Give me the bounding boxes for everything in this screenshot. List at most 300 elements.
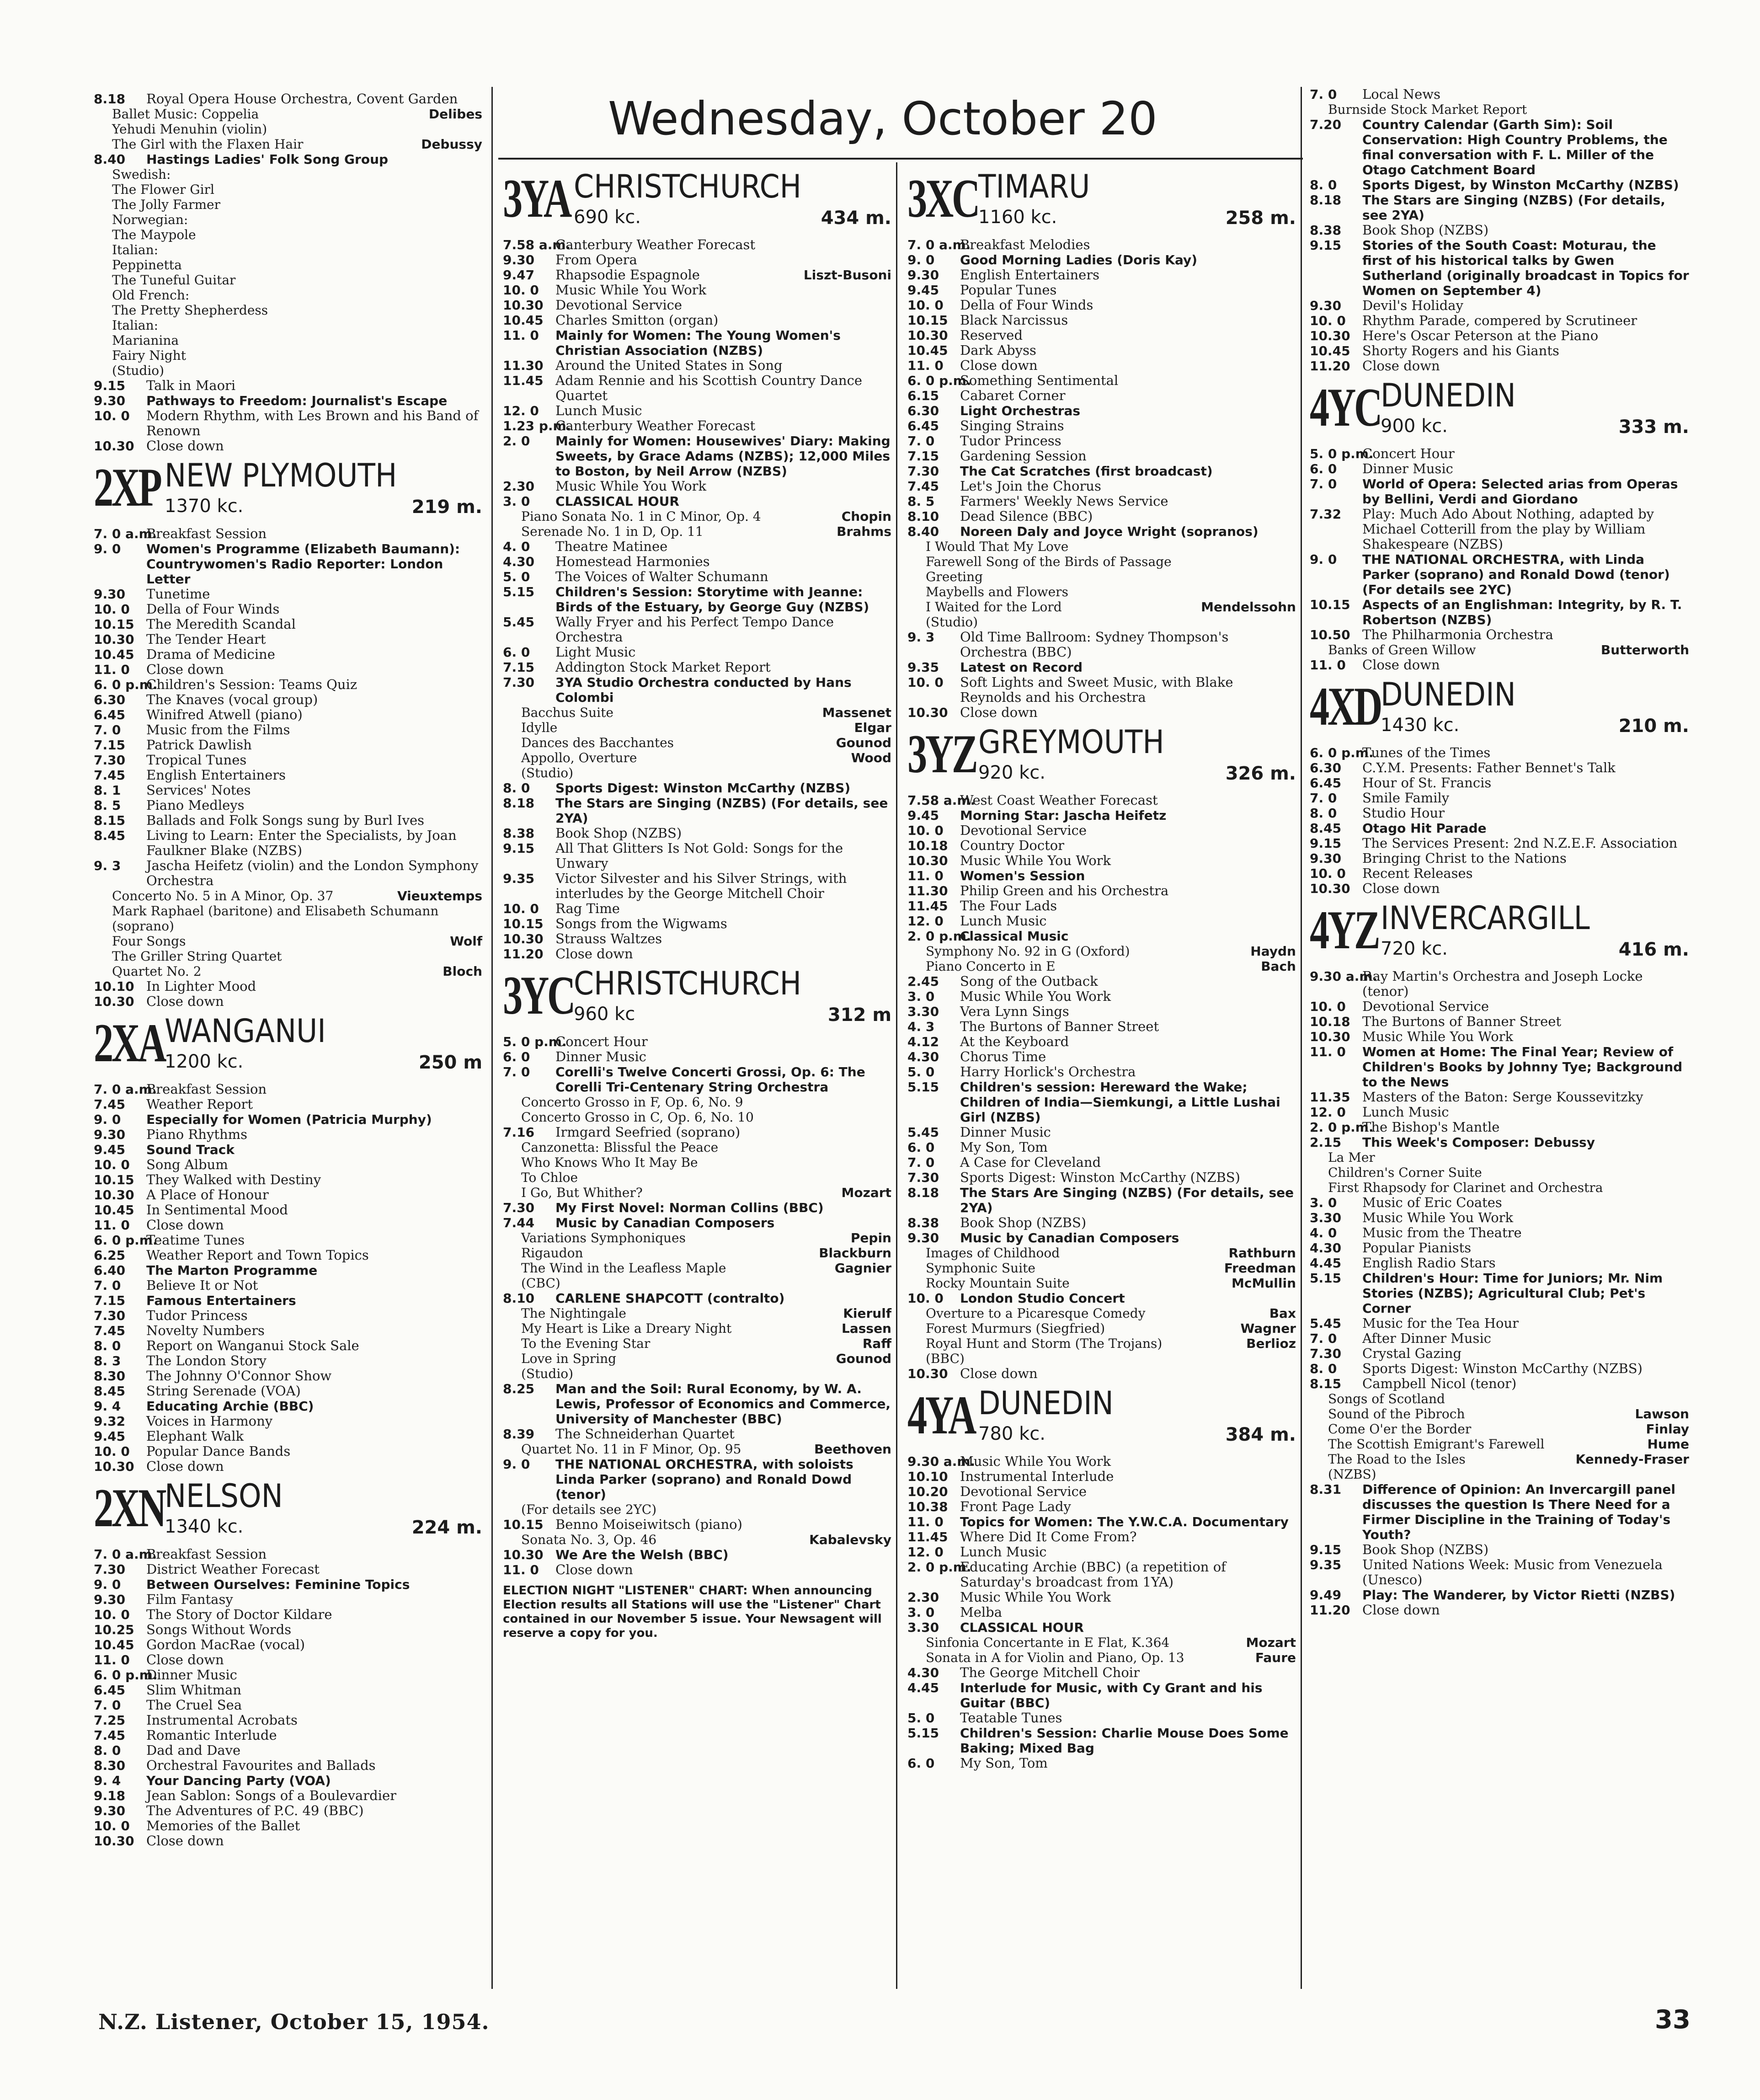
- programme-detail-text: The Tuneful Guitar: [112, 273, 236, 288]
- programme-composer: Gounod: [836, 735, 891, 750]
- programme-title: Film Fantasy: [146, 1592, 233, 1607]
- station-header: [503, 965, 891, 1030]
- programme-title: Close down: [555, 946, 633, 962]
- programme-title: The Story of Doctor Kildare: [146, 1607, 332, 1622]
- programme-title: Cabaret Corner: [960, 388, 1066, 403]
- programme-title: Popular Tunes: [960, 282, 1057, 298]
- programme-time: 3. 0: [907, 1605, 935, 1620]
- programme-item: [1310, 238, 1689, 298]
- programme-time: 8.15: [1310, 1376, 1342, 1391]
- programme-title: Mainly for Women: The Young Women's Christian Association (NZBS): [555, 328, 841, 358]
- programme-detail-text: Appollo, Overture: [521, 750, 637, 765]
- programme-time: 6. 0: [907, 1140, 935, 1155]
- programme-time: 8.25: [503, 1381, 535, 1396]
- programme-title: Aspects of an Englishman: Integrity, by R. T. Robertson (NZBS): [1362, 597, 1682, 627]
- programme-detail: [94, 167, 482, 182]
- programme-detail: [907, 1261, 1296, 1276]
- programme-title: Close down: [146, 662, 224, 677]
- programme-item: [1310, 760, 1689, 775]
- programme-composer: Massenet: [822, 705, 891, 720]
- programme-title: United Nations Week: Music from Venezuela (Unesco): [1362, 1557, 1663, 1587]
- programme-time: 4. 0: [1310, 1225, 1337, 1240]
- programme-title: The Knaves (vocal group): [146, 692, 318, 707]
- programme-time: 5. 0: [907, 1064, 935, 1079]
- programme-item: [907, 1469, 1296, 1484]
- programme-title: The Stars Are Singing (NZBS) (For details, see 2YA): [960, 1185, 1294, 1215]
- programme-item: [907, 494, 1296, 509]
- programme-time: 8. 0: [1310, 806, 1337, 821]
- programme-time: 11. 0: [1310, 1044, 1346, 1059]
- programme-item: [1310, 358, 1689, 374]
- programme-detail-text: To Chloe: [521, 1170, 578, 1185]
- programme-item: [1310, 866, 1689, 881]
- programme-title: Masters of the Baton: Serge Koussevitzky: [1362, 1089, 1643, 1105]
- programme-composer: Elgar: [854, 720, 891, 735]
- programme-item: [1310, 1316, 1689, 1331]
- programme-time: 5.15: [907, 1726, 939, 1741]
- programme-detail: [907, 539, 1296, 554]
- programme-time: 6.45: [1310, 775, 1342, 791]
- programme-title: Homestead Harmonies: [555, 554, 710, 569]
- programme-title: Close down: [1362, 358, 1440, 374]
- programme-item: [907, 914, 1296, 929]
- programme-title: Recent Releases: [1362, 866, 1473, 881]
- programme-item: [907, 328, 1296, 343]
- programme-time: 7.15: [94, 737, 126, 753]
- programme-title: Corelli's Twelve Concerti Grossi, Op. 6: The Corelli Tri-Centenary String Orchestra: [555, 1064, 865, 1095]
- programme-item: [1310, 1120, 1689, 1135]
- programme-time: 9.30: [907, 267, 939, 283]
- programme-composer: Hume: [1647, 1437, 1689, 1452]
- programme-detail-text: Dances des Bacchantes: [521, 735, 674, 750]
- programme-title: Concert Hour: [555, 1034, 648, 1049]
- programme-title: Music by Canadian Composers: [555, 1215, 775, 1230]
- programme-detail: [94, 363, 482, 378]
- programme-title: Dinner Music: [1362, 461, 1453, 476]
- programme-item: [94, 1667, 482, 1683]
- programme-item: [907, 1710, 1296, 1726]
- programme-title: 3YA Studio Orchestra conducted by Hans Colombi: [555, 675, 852, 705]
- programme-item: [94, 798, 482, 813]
- programme-detail-text: Variations Symphoniques: [521, 1230, 686, 1245]
- programme-title: Close down: [1362, 881, 1440, 896]
- programme-time: 10.30: [907, 328, 948, 343]
- programme-time: 5. 0 p.m.: [1310, 446, 1374, 461]
- programme-time: 11.45: [907, 1529, 948, 1544]
- programme-detail: [503, 1321, 891, 1336]
- programme-item: [94, 1622, 482, 1637]
- station-call-sign: 3YC: [503, 965, 574, 1026]
- programme-time: 7.30: [1310, 1346, 1342, 1361]
- programme-title: Famous Entertainers: [146, 1293, 296, 1308]
- programme-item: [94, 1082, 482, 1097]
- programme-title: Close down: [1362, 657, 1440, 673]
- programme-composer: Kabalevsky: [809, 1532, 891, 1547]
- programme-detail: [1310, 1165, 1689, 1180]
- programme-title: Music by Canadian Composers: [960, 1230, 1179, 1245]
- programme-item: [94, 1263, 482, 1278]
- programme-detail: [907, 1650, 1296, 1665]
- programme-detail: [907, 599, 1296, 615]
- programme-item: [1310, 1044, 1689, 1090]
- programme-time: 10. 0: [1310, 866, 1346, 881]
- programme-item: [94, 1459, 482, 1474]
- programme-item: [907, 1230, 1296, 1245]
- programme-time: 10.30: [503, 931, 544, 946]
- programme-item: [94, 438, 482, 454]
- programme-time: 7.30: [907, 464, 939, 479]
- programme-item: [94, 1112, 482, 1127]
- programme-detail-text: Rigaudon: [521, 1245, 583, 1261]
- programme-title: Music While You Work: [1362, 1210, 1514, 1225]
- programme-time: 6.30: [94, 692, 126, 707]
- programme-detail-text: The Wind in the Leafless Maple: [521, 1261, 726, 1276]
- programme-item: [1310, 1014, 1689, 1029]
- programme-title: The Adventures of P.C. 49 (BBC): [146, 1803, 364, 1818]
- programme-time: 2.15: [1310, 1135, 1342, 1150]
- programme-title: The Stars are Singing (NZBS) (For details, see 2YA): [1362, 192, 1665, 223]
- programme-time: 4.30: [907, 1049, 939, 1064]
- programme-detail-text: The Griller String Quartet: [112, 949, 282, 964]
- station-city: INVERCARGILL: [1381, 899, 1590, 937]
- programme-title: In Sentimental Mood: [146, 1202, 288, 1218]
- programme-title: My First Novel: Norman Collins (BBC): [555, 1200, 824, 1215]
- programme-item: [94, 1414, 482, 1429]
- programme-title: Children's Session: Storytime with Jeanne: Birds of the Estuary, by George Guy (NZBS): [555, 584, 869, 615]
- programme-time: 7.45: [94, 1323, 126, 1338]
- programme-time: 5. 0: [907, 1710, 935, 1726]
- programme-detail: [907, 569, 1296, 584]
- programme-time: 7. 0: [1310, 87, 1337, 102]
- programme-item: [1310, 1090, 1689, 1105]
- station-city: DUNEDIN: [1381, 676, 1516, 713]
- programme-detail-text: The Pretty Shepherdess: [112, 303, 268, 318]
- programme-title: Winifred Atwell (piano): [146, 707, 303, 722]
- programme-item: [503, 780, 891, 796]
- programme-composer: Blackburn: [819, 1245, 891, 1261]
- programme-detail: [503, 1230, 891, 1245]
- programme-composer: Gagnier: [834, 1261, 891, 1276]
- programme-detail-text: Sonata in A for Violin and Piano, Op. 13: [926, 1650, 1184, 1665]
- programme-composer: Brahms: [837, 524, 891, 539]
- programme-time: 2.30: [503, 479, 535, 494]
- programme-item: [94, 1743, 482, 1758]
- programme-composer: Wood: [851, 750, 891, 765]
- programme-title: The Bishop's Mantle: [1362, 1119, 1500, 1135]
- station-call-sign: 2XP: [94, 457, 160, 518]
- programme-title: Tudor Princess: [960, 433, 1061, 449]
- programme-title: Popular Pianists: [1362, 1240, 1472, 1256]
- programme-item: [1310, 657, 1689, 673]
- programme-item: [907, 929, 1296, 944]
- programme-time: 6. 0 p.m.: [94, 1667, 158, 1683]
- programme-title: Concert Hour: [1362, 446, 1455, 461]
- programme-time: 8. 0: [94, 1743, 121, 1758]
- programme-time: 7.30: [94, 1308, 126, 1323]
- programme-time: 10.30: [1310, 328, 1350, 343]
- programme-time: 3.30: [907, 1620, 939, 1635]
- programme-time: 9. 0: [907, 252, 935, 267]
- programme-detail-text: (NZBS): [1328, 1467, 1376, 1482]
- programme-time: 6.15: [907, 388, 939, 403]
- programme-time: 8.30: [94, 1368, 126, 1384]
- programme-item: [907, 974, 1296, 989]
- programme-detail-text: Forest Murmurs (Siegfried): [926, 1321, 1105, 1336]
- programme-title: Music While You Work: [555, 478, 707, 494]
- programme-detail-text: Quartet No. 11 in F Minor, Op. 95: [521, 1442, 741, 1457]
- programme-time: 11.30: [907, 883, 948, 898]
- programme-item: [503, 373, 891, 403]
- programme-composer: Pepin: [850, 1230, 891, 1245]
- programme-title: Breakfast Melodies: [960, 237, 1090, 252]
- programme-detail-text: Children's Corner Suite: [1328, 1165, 1482, 1180]
- station-city: CHRISTCHURCH: [574, 965, 801, 1002]
- programme-title: Melba: [960, 1604, 1002, 1620]
- programme-detail: [907, 944, 1296, 959]
- programme-item: [503, 569, 891, 584]
- programme-title: English Radio Stars: [1362, 1255, 1496, 1271]
- programme-detail: [1310, 642, 1689, 657]
- programme-time: 5.15: [907, 1079, 939, 1095]
- station-city: NEW PLYMOUTH: [165, 457, 397, 494]
- programme-time: 3.30: [907, 1004, 939, 1019]
- programme-item: [1310, 597, 1689, 627]
- programme-title: Educating Archie (BBC): [146, 1399, 314, 1414]
- programme-detail-text: The Flower Girl: [112, 182, 214, 197]
- programme-time: 6. 0: [1310, 461, 1337, 476]
- programme-title: THE NATIONAL ORCHESTRA, with soloists Linda Parker (soprano) and Ronald Dowd (tenor): [555, 1457, 853, 1502]
- programme-item: [1310, 1482, 1689, 1542]
- programme-item: [907, 403, 1296, 418]
- programme-time: 10.30: [94, 1833, 134, 1849]
- programme-detail-text: (Studio): [112, 363, 165, 378]
- programme-detail-text: Burnside Stock Market Report: [1328, 102, 1527, 117]
- programme-detail: [94, 182, 482, 197]
- programme-time: 10. 0: [907, 675, 944, 690]
- station-frequency: 1200 kc.: [165, 1051, 244, 1072]
- programme-composer: Gounod: [836, 1351, 891, 1366]
- programme-detail-text: (Studio): [521, 1366, 574, 1381]
- column-rule-3: [1301, 87, 1302, 1989]
- programme-detail: [907, 1321, 1296, 1336]
- programme-title: CLASSICAL HOUR: [555, 494, 679, 509]
- programme-detail-text: Italian:: [112, 242, 159, 257]
- programme-detail-text: Idylle: [521, 720, 558, 735]
- programme-time: 2. 0 p.m.: [907, 929, 971, 944]
- programme-title: Mainly for Women: Housewives' Diary: Making Sweets, by Grace Adams (NZBS); 12,000 Miles to Boston, by Neil Arrow (NZBS): [555, 433, 891, 479]
- programme-time: 8. 3: [94, 1353, 121, 1368]
- programme-item: [503, 796, 891, 826]
- programme-detail-text: Peppinetta: [112, 257, 182, 273]
- programme-item: [907, 1170, 1296, 1185]
- programme-time: 11.20: [1310, 358, 1350, 374]
- programme-composer: Raff: [862, 1336, 891, 1351]
- programme-time: 10.30: [503, 1547, 544, 1562]
- programme-time: 8. 5: [907, 494, 935, 509]
- programme-title: The Schneiderhan Quartet: [555, 1426, 735, 1442]
- programme-item: [94, 587, 482, 602]
- programme-title: The Meredith Scandal: [146, 616, 296, 632]
- programme-item: [1310, 446, 1689, 461]
- programme-time: 9.45: [94, 1429, 126, 1444]
- programme-composer: Butterworth: [1600, 642, 1689, 657]
- programme-detail-text: Who Knows Who It May Be: [521, 1155, 698, 1170]
- programme-title: My Son, Tom: [960, 1755, 1048, 1771]
- programme-item: [94, 1773, 482, 1788]
- programme-detail-text: Canzonetta: Blissful the Peace: [521, 1140, 719, 1155]
- programme-detail: [503, 524, 891, 539]
- programme-item: [1310, 791, 1689, 806]
- programme-item: [1310, 881, 1689, 896]
- station-wavelength: 416 m.: [1618, 939, 1689, 960]
- station-frequency: 1160 kc.: [978, 207, 1057, 228]
- programme-title: Sound Track: [146, 1142, 235, 1157]
- programme-time: 4.30: [907, 1665, 939, 1680]
- programme-item: [1310, 87, 1689, 102]
- programme-detail-text: (Studio): [521, 765, 574, 780]
- programme-title: Women's Programme (Elizabeth Baumann): Countrywomen's Radio Reporter: London Letter: [146, 541, 460, 587]
- programme-composer: Wagner: [1240, 1321, 1296, 1336]
- programme-time: 10. 0: [94, 1444, 130, 1459]
- programme-time: 8.45: [94, 828, 126, 843]
- programme-item: [907, 1665, 1296, 1680]
- programme-item: [1310, 1603, 1689, 1618]
- programme-time: 3. 0: [907, 989, 935, 1004]
- programme-title: Modern Rhythm, with Les Brown and his Band of Renown: [146, 408, 479, 438]
- programme-title: The Voices of Walter Schumann: [555, 569, 768, 584]
- programme-time: 7. 0 a.m.: [907, 237, 971, 252]
- programme-item: [503, 1215, 891, 1230]
- programme-title: Farmers' Weekly News Service: [960, 493, 1168, 509]
- programme-detail-text: I Would That My Love: [926, 539, 1069, 554]
- programme-title: Dinner Music: [555, 1049, 646, 1064]
- programme-item: [907, 1454, 1296, 1469]
- programme-composer: Haydn: [1250, 944, 1296, 959]
- programme-item: [1310, 1376, 1689, 1391]
- programme-title: Good Morning Ladies (Doris Kay): [960, 252, 1198, 267]
- programme-detail: [503, 1306, 891, 1321]
- programme-time: 10.45: [1310, 343, 1350, 358]
- programme-time: 10.45: [94, 1202, 134, 1218]
- programme-detail-text: The Nightingale: [521, 1306, 626, 1321]
- programme-detail: [503, 1155, 891, 1170]
- programme-time: 4.30: [503, 554, 535, 569]
- programme-detail-text: Symphony No. 92 in G (Oxford): [926, 944, 1130, 959]
- programme-title: The Philharmonia Orchestra: [1362, 627, 1553, 642]
- programme-item: [503, 1064, 891, 1095]
- programme-time: 10.15: [907, 313, 948, 328]
- programme-item: [1310, 836, 1689, 851]
- programme-item: [1310, 851, 1689, 866]
- programme-item: [503, 1049, 891, 1064]
- programme-title: Patrick Dawlish: [146, 737, 252, 753]
- programme-item: [94, 1577, 482, 1592]
- programme-title: Benno Moiseiwitsch (piano): [555, 1517, 742, 1532]
- programme-item: [1310, 1271, 1689, 1316]
- programme-time: 10.30: [1310, 881, 1350, 896]
- programme-time: 4.12: [907, 1034, 939, 1049]
- programme-time: 10.30: [94, 632, 134, 647]
- programme-item: [907, 1004, 1296, 1019]
- programme-detail-text: Come O'er the Border: [1328, 1421, 1472, 1437]
- programme-title: Piano Rhythms: [146, 1127, 248, 1142]
- programme-item: [94, 1818, 482, 1833]
- programme-title: In Lighter Mood: [146, 978, 256, 994]
- programme-item: [94, 1562, 482, 1577]
- programme-title: The Stars are Singing (NZBS) (For details, see 2YA): [555, 796, 888, 826]
- programme-composer: Bach: [1261, 959, 1296, 974]
- programme-composer: Mozart: [1246, 1635, 1296, 1650]
- programme-item: [907, 1726, 1296, 1756]
- programme-title: Devotional Service: [1362, 999, 1489, 1014]
- programme-item: [907, 1064, 1296, 1079]
- programme-title: Around the United States in Song: [555, 358, 783, 373]
- programme-title: Believe It or Not: [146, 1277, 258, 1293]
- programme-title: Soft Lights and Sweet Music, with Blake Reynolds and his Orchestra: [960, 674, 1233, 705]
- programme-title: Front Page Lady: [960, 1499, 1071, 1514]
- programme-time: 11.45: [503, 373, 544, 388]
- programme-item: [94, 378, 482, 393]
- programme-item: [907, 237, 1296, 252]
- programme-detail: [503, 750, 891, 765]
- programme-detail: [907, 1306, 1296, 1321]
- programme-detail-text: (For details see 2YC): [521, 1502, 657, 1517]
- programme-title: Light Orchestras: [960, 403, 1081, 418]
- programme-detail: [94, 197, 482, 212]
- programme-time: 5.45: [503, 615, 535, 630]
- programme-composer: Vieuxtemps: [397, 888, 482, 903]
- programme-title: Song Album: [146, 1157, 228, 1172]
- programme-item: [1310, 745, 1689, 760]
- station-city: CHRISTCHURCH: [574, 168, 801, 205]
- programme-item: [503, 539, 891, 554]
- programme-item: [907, 838, 1296, 853]
- programme-time: 9.30: [94, 587, 126, 602]
- programme-time: 6. 0: [503, 645, 530, 660]
- programme-detail-text: Ballet Music: Coppelia: [112, 107, 259, 122]
- programme-time: 10.15: [94, 1172, 134, 1187]
- programme-time: 8. 0: [94, 1338, 121, 1353]
- programme-time: 12. 0: [503, 403, 539, 418]
- programme-title: Breakfast Session: [146, 526, 267, 541]
- programme-title: Popular Dance Bands: [146, 1443, 291, 1459]
- programme-title: The London Story: [146, 1353, 267, 1368]
- programme-item: [503, 1547, 891, 1562]
- programme-title: Close down: [555, 1562, 633, 1577]
- programme-detail-text: Concerto Grosso in C, Op. 6, No. 10: [521, 1110, 754, 1125]
- programme-title: Devotional Service: [555, 297, 683, 313]
- programme-item: [1310, 1256, 1689, 1271]
- programme-detail: [94, 122, 482, 137]
- programme-item: [94, 1338, 482, 1353]
- programme-detail-text: Images of Childhood: [926, 1245, 1060, 1261]
- programme-composer: Finlay: [1646, 1421, 1689, 1437]
- programme-detail: [94, 949, 482, 964]
- programme-title: Book Shop (NZBS): [960, 1215, 1087, 1230]
- programme-item: [94, 91, 482, 107]
- programme-item: [94, 1127, 482, 1142]
- programme-item: [907, 433, 1296, 449]
- programme-title: Music While You Work: [1362, 1029, 1514, 1044]
- station-header: [1310, 676, 1689, 741]
- programme-item: [1310, 806, 1689, 821]
- station-frequency: 690 kc.: [574, 207, 641, 228]
- programme-title: Dinner Music: [146, 1667, 237, 1683]
- programme-item: [503, 931, 891, 946]
- programme-time: 7. 0: [1310, 476, 1337, 492]
- programme-time: 7. 0: [94, 1698, 121, 1713]
- programme-time: 9. 4: [94, 1773, 121, 1788]
